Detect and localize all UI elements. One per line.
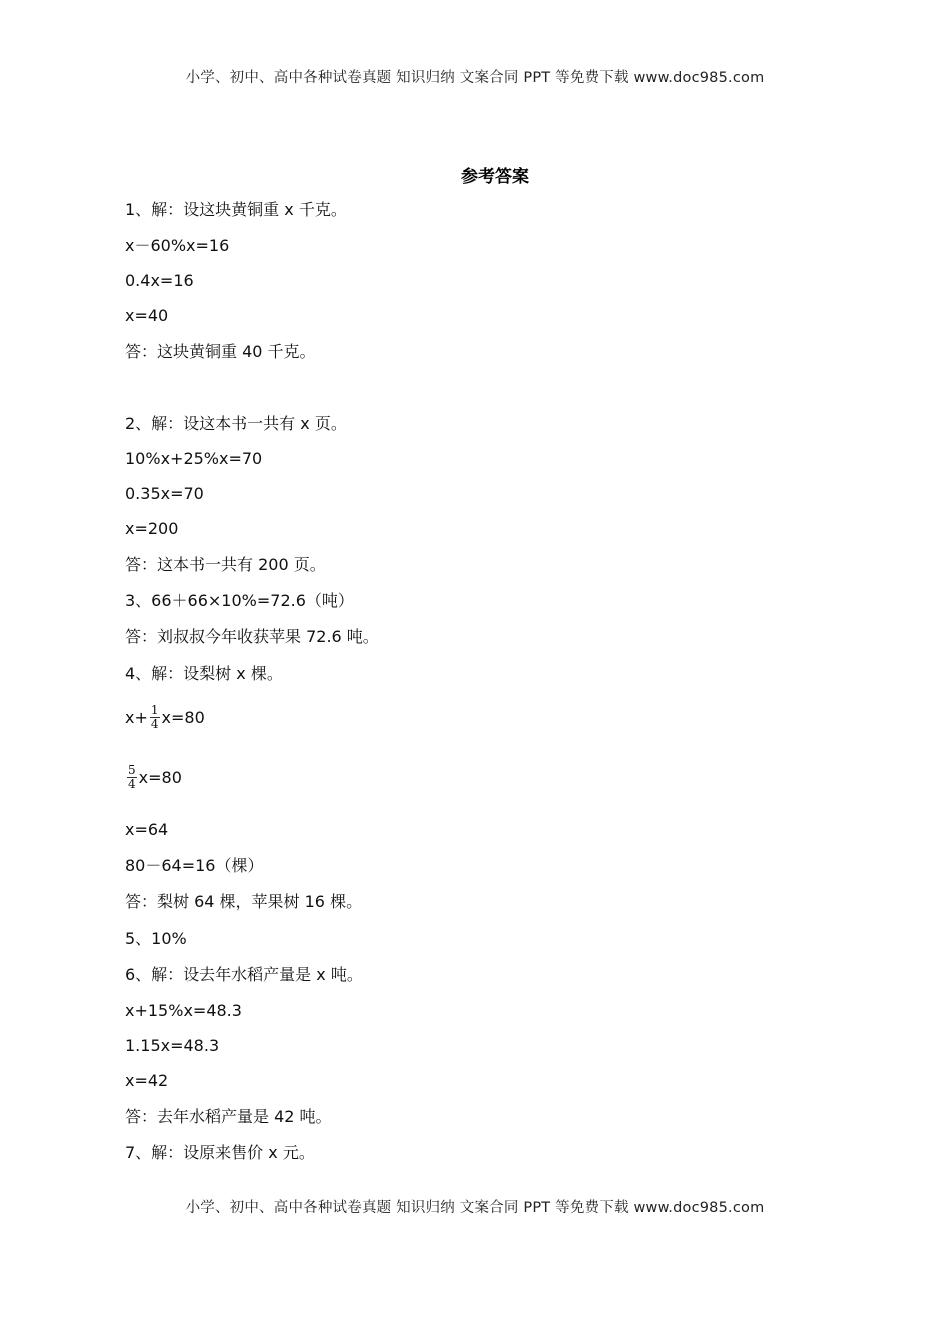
answer-line: 1.15x=48.3 (125, 1036, 220, 1055)
answer-line: x=42 (125, 1071, 169, 1090)
fraction-equation (125, 704, 205, 731)
answer-line: 答：去年水稻产量是 42 吨。 (125, 1107, 332, 1126)
numerator: 5 (128, 763, 136, 777)
answer-line: 2、解：设这本书一共有 x 页。 (125, 414, 347, 433)
answer-line: 7、解：设原来售价 x 元。 (125, 1143, 315, 1162)
answer-line: x+15%x=48.3 (125, 1001, 242, 1020)
fraction-suffix: x=80 (161, 707, 205, 727)
answer-line: x=64 (125, 820, 169, 839)
fraction-suffix: x=80 (138, 767, 182, 787)
page-title: 参考答案 (461, 167, 529, 187)
answer-line: 10%x+25%x=70 (125, 449, 263, 468)
answer-line: 0.4x=16 (125, 271, 194, 290)
answer-line: 答：梨树 64 棵，苹果树 16 棵。 (125, 892, 363, 911)
fraction (150, 704, 160, 731)
answer-line: 5、10% (125, 929, 187, 948)
answer-line: 答：这本书一共有 200 页。 (125, 555, 326, 574)
answer-line: 6、解：设去年水稻产量是 x 吨。 (125, 965, 363, 984)
answer-line: 80－64=16（棵） (125, 856, 264, 875)
answer-line: 答：刘叔叔今年收获苹果 72.6 吨。 (125, 627, 379, 646)
answer-line: x=200 (125, 519, 179, 538)
fraction (127, 764, 137, 791)
answer-line: x=40 (125, 306, 169, 325)
numerator: 1 (150, 703, 159, 717)
denominator: 4 (150, 717, 159, 731)
answer-line: x－60%x=16 (125, 236, 230, 255)
fraction-equation (125, 764, 182, 791)
fraction-prefix: x+ (125, 707, 148, 727)
denominator: 4 (128, 777, 136, 791)
answer-line: 答：这块黄铜重 40 千克。 (125, 342, 316, 361)
page-header: 小学、初中、高中各种试卷真题 知识归纳 文案合同 PPT 等免费下载 www.doc985.com (185, 70, 765, 86)
answer-line: 0.35x=70 (125, 484, 204, 503)
answer-line: 1、解：设这块黄铜重 x 千克。 (125, 200, 347, 219)
answer-line: 4、解：设梨树 x 棵。 (125, 664, 283, 683)
page-footer: 小学、初中、高中各种试卷真题 知识归纳 文案合同 PPT 等免费下载 www.doc985.com (185, 1200, 765, 1216)
answer-line: 3、66＋66×10%=72.6（吨） (125, 591, 354, 610)
